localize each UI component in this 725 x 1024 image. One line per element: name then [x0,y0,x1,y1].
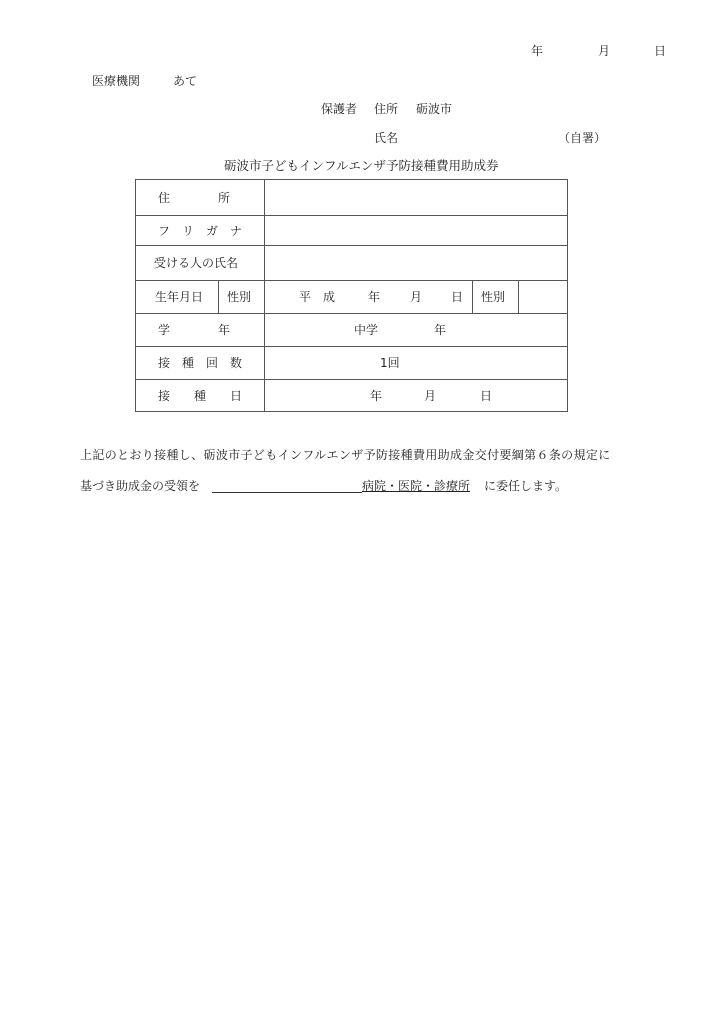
column-divider [472,280,473,313]
furigana-field[interactable] [266,216,566,244]
addressee-suffix: あて [173,74,198,88]
vaccination-month-label: 月 [424,389,437,403]
row-divider [136,346,567,347]
vaccination-year-label: 年 [370,389,383,403]
recipient-name-field[interactable] [266,246,566,279]
birth-year-label: 年 [368,290,381,304]
statement-line-1: 上記のとおり接種し、砺波市子どもインフルエンザ予防接種費用助成金交付要綱第６条の規定に [80,448,611,462]
voucher-table [135,179,568,412]
recipient-name-label: 受ける人の氏名 [154,256,239,270]
vaccination-day-label: 日 [480,389,493,403]
birth-month-label: 月 [410,290,423,304]
row-divider [136,280,567,281]
guardian-name-label: 氏名 [374,131,399,145]
gender-field[interactable] [520,281,566,312]
row-divider [136,313,567,314]
date-month-label: 月 [598,44,611,58]
date-year-label: 年 [531,44,544,58]
gender-label: 性別 [481,290,506,304]
institution-name-blank[interactable] [212,492,362,493]
address-label: 住 所 [158,191,231,205]
vaccination-date-label: 接 種 日 [158,389,243,403]
furigana-label: フ リ ガ ナ [158,224,243,238]
gender-sub-label: 性別 [227,290,252,304]
row-divider [136,379,567,380]
address-field[interactable] [266,181,566,214]
birth-era: 平 成 [299,290,336,304]
guardian-address-value: 砺波市 [416,102,453,116]
column-divider [218,280,219,313]
signature-note: （自署） [558,131,607,145]
birthdate-label: 生年月日 [155,290,204,304]
addressee-org: 医療機関 [92,74,141,88]
date-day-label: 日 [654,44,667,58]
birth-day-label: 日 [451,290,464,304]
column-divider [264,180,265,411]
grade-label: 学 年 [158,323,231,337]
document-title: 砺波市子どもインフルエンザ予防接種費用助成券 [224,158,499,173]
guardian-address-label: 住所 [374,102,399,116]
statement-line-2-prefix: 基づき助成金の受領を [80,479,201,493]
guardian-label: 保護者 [321,102,358,116]
column-divider [518,280,519,313]
grade-prefix: 中学 [354,323,379,337]
statement-line-2-suffix: に委任します。 [484,479,568,493]
grade-suffix: 年 [434,323,447,337]
dose-count-value: 1回 [380,356,400,370]
institution-types: 病院・医院・診療所 [362,479,471,493]
dose-count-label: 接 種 回 数 [158,356,243,370]
